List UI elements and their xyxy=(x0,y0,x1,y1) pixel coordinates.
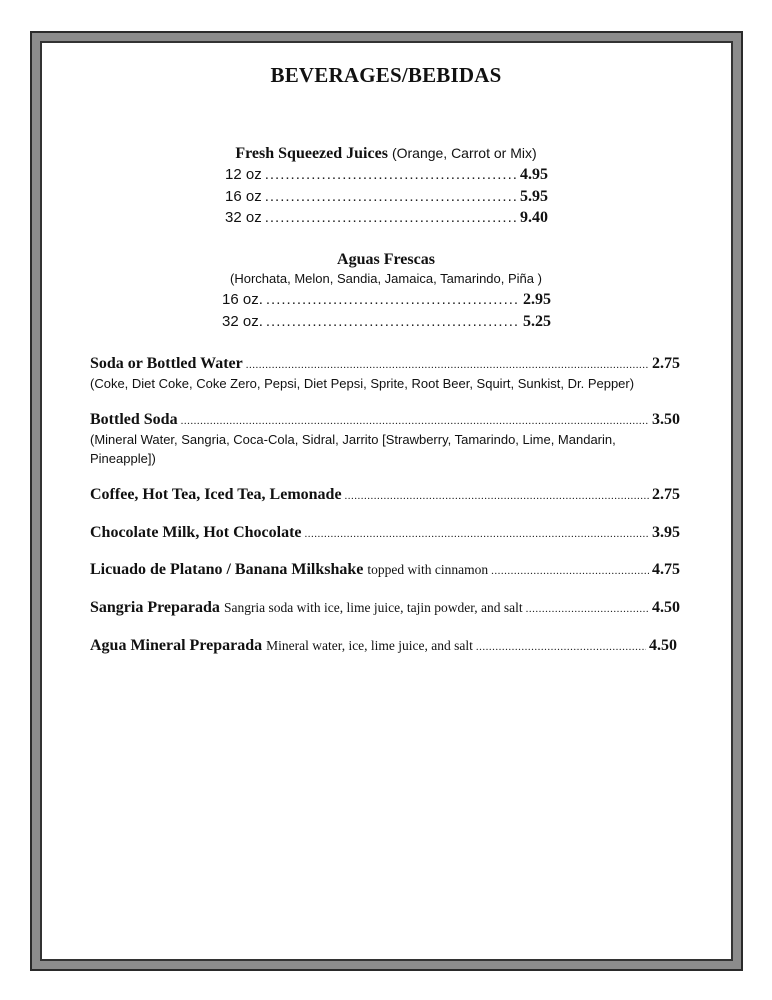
size-label: 12 oz xyxy=(225,166,262,183)
item-price: 4.75 xyxy=(652,561,680,578)
dot-leader xyxy=(265,166,517,183)
size-label: 32 oz xyxy=(225,209,262,226)
dot-leader xyxy=(266,313,520,330)
dot-leader xyxy=(265,209,517,226)
juice-size-row xyxy=(225,188,548,206)
menu-item xyxy=(90,637,677,655)
dot-leader xyxy=(526,603,649,615)
item-name: Sangria Preparada xyxy=(90,599,220,616)
aguas-size-row xyxy=(222,313,551,331)
aguas-heading-label: Aguas Frescas xyxy=(337,251,435,268)
dot-leader xyxy=(181,415,649,427)
juices-note: (Orange, Carrot or Mix) xyxy=(391,145,537,161)
size-label: 16 oz xyxy=(225,188,262,205)
item-name: Agua Mineral Preparada xyxy=(90,637,263,654)
dot-leader xyxy=(266,291,520,308)
item-detail: Sangria soda with ice, lime juice, tajin powder, and salt xyxy=(223,600,523,615)
menu-item xyxy=(90,411,680,429)
menu-item xyxy=(90,561,680,579)
menu-item xyxy=(90,599,680,617)
juice-size-row xyxy=(225,166,548,184)
size-label: 32 oz. xyxy=(222,313,263,330)
item-description: (Mineral Water, Sangria, Coca-Cola, Sidral, Jarrito [Strawberry, Tamarindo, Lime, Mandarin, Pineapple]) xyxy=(90,432,616,466)
item-price: 3.95 xyxy=(652,524,680,541)
price: 2.95 xyxy=(523,291,551,308)
price: 4.95 xyxy=(520,166,548,183)
item-price: 2.75 xyxy=(652,355,680,372)
price: 5.25 xyxy=(523,313,551,330)
item-price: 2.75 xyxy=(652,486,680,503)
aguas-size-row xyxy=(222,291,551,309)
dot-leader xyxy=(265,188,517,205)
dot-leader xyxy=(305,528,649,540)
item-detail: topped with cinnamon xyxy=(367,562,489,577)
menu-title: BEVERAGES/BEBIDAS xyxy=(270,63,502,87)
price: 9.40 xyxy=(520,209,548,226)
item-detail: Mineral water, ice, lime juice, and salt xyxy=(266,638,473,653)
dot-leader xyxy=(246,359,649,371)
juices-heading xyxy=(0,145,772,163)
dot-leader xyxy=(476,641,646,653)
item-price: 4.50 xyxy=(652,599,680,616)
aguas-note: (Horchata, Melon, Sandia, Jamaica, Tamarindo, Piña ) xyxy=(230,271,542,286)
juice-size-row xyxy=(225,209,548,227)
menu-item xyxy=(90,486,680,504)
aguas-heading xyxy=(0,251,772,269)
item-price: 4.50 xyxy=(649,637,677,654)
item-name: Chocolate Milk, Hot Chocolate xyxy=(90,524,302,541)
price: 5.95 xyxy=(520,188,548,205)
dot-leader xyxy=(491,565,649,577)
item-name: Soda or Bottled Water xyxy=(90,355,243,372)
item-name: Bottled Soda xyxy=(90,411,178,428)
menu-item xyxy=(90,355,680,373)
menu-item xyxy=(90,524,680,542)
item-name: Coffee, Hot Tea, Iced Tea, Lemonade xyxy=(90,486,342,503)
size-label: 16 oz. xyxy=(222,291,263,308)
item-price: 3.50 xyxy=(652,411,680,428)
item-name: Licuado de Platano / Banana Milkshake xyxy=(90,561,364,578)
item-description: (Coke, Diet Coke, Coke Zero, Pepsi, Diet Pepsi, Sprite, Root Beer, Squirt, Sunkist, Dr. Pepper) xyxy=(90,376,635,391)
dot-leader xyxy=(345,490,649,502)
juices-heading-label: Fresh Squeezed Juices xyxy=(235,145,388,162)
